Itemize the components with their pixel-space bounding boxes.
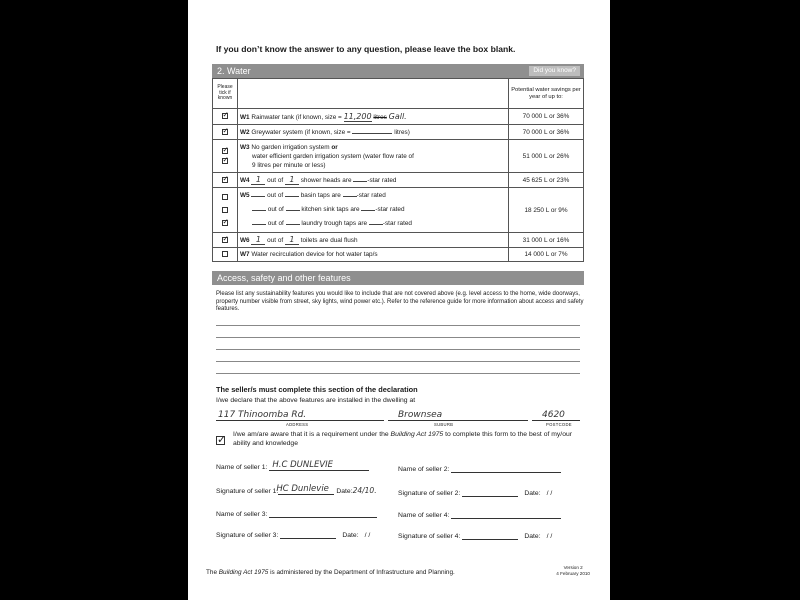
seller-1-signature-field[interactable] — [278, 484, 334, 495]
w5-laundry-star: -star rated — [382, 220, 412, 227]
suburb-field[interactable] — [388, 407, 528, 421]
w4-savings: 45 625 L or 23% — [509, 173, 584, 188]
awareness-statement — [233, 430, 583, 448]
access-section-header — [212, 271, 584, 285]
seller-4-name-label: Name of seller 4: — [398, 512, 450, 519]
declaration-title: The seller/s must complete this section of the declaration — [216, 385, 418, 394]
blank-header-cell — [238, 79, 509, 109]
w5-basin-out-of: out of — [267, 192, 284, 199]
water-section-header — [212, 64, 584, 78]
w4-checkbox[interactable] — [222, 177, 228, 183]
seller-1-name-value: H.C DUNLEVIE — [272, 460, 334, 470]
intro-instruction: If you don’t know the answer to any question, please leave the box blank. — [216, 44, 516, 54]
seller-3-signature-label: Signature of seller 3: — [216, 532, 279, 539]
w4-total-field[interactable]: 1 — [285, 175, 299, 185]
seller-2-name-field[interactable] — [451, 462, 561, 473]
access-notes-line-3[interactable] — [216, 349, 580, 350]
w5-basin-star-field[interactable] — [343, 196, 357, 197]
w5-laundry-text: laundry trough taps are — [301, 220, 368, 227]
w1-unit: litres — [373, 113, 387, 121]
w1-savings: 70 000 L or 36% — [509, 109, 584, 125]
suburb-caption: SUBURB — [434, 422, 454, 427]
postcode-value: 4620 — [542, 410, 565, 420]
w6-count-field[interactable]: 1 — [251, 235, 265, 245]
seller-4-date-label: Date: — [524, 533, 541, 540]
form-page — [188, 0, 610, 600]
seller-1-signature-value: HC Dunlevie — [276, 484, 329, 494]
w2-savings: 70 000 L or 36% — [509, 125, 584, 140]
w5-basin-checkbox[interactable] — [222, 194, 228, 200]
w5-basin-count-field[interactable] — [251, 196, 265, 197]
row-w1 — [213, 109, 584, 125]
w4-star-field[interactable] — [353, 181, 367, 182]
w6-checkbox[interactable] — [222, 237, 228, 243]
seller-1-name-label: Name of seller 1: — [216, 464, 268, 471]
seller-2-name-row — [398, 462, 561, 473]
w5-savings: 18 250 L or 9% — [509, 188, 584, 233]
address-field[interactable] — [216, 407, 384, 421]
w5-laundry-count-field[interactable] — [252, 224, 266, 225]
seller-3-date-label: Date: — [342, 532, 359, 539]
w3-code: W3 — [240, 143, 250, 151]
access-section-title: Access, safety and other features — [217, 273, 351, 283]
w4-count-field[interactable]: 1 — [251, 175, 265, 185]
seller-3-name-field[interactable] — [269, 507, 377, 518]
w6-text: toilets are dual flush — [300, 237, 358, 244]
w3-or: or — [331, 143, 338, 151]
w1-checkbox[interactable] — [222, 113, 228, 119]
w4-out-of: out of — [267, 177, 284, 184]
w2-text: Greywater system (if known, size = — [251, 128, 351, 136]
w5-laundry-total-field[interactable] — [286, 224, 300, 225]
w5-kitchen-checkbox[interactable] — [222, 207, 228, 213]
seller-2-date-field[interactable]: / / — [546, 490, 553, 497]
w2-code: W2 — [240, 128, 250, 136]
row-w4 — [213, 173, 584, 188]
footer-note — [206, 569, 455, 576]
seller-1-date-value[interactable]: 24/10. — [352, 486, 377, 495]
awareness-checkbox[interactable] — [216, 436, 225, 445]
w1-unit-note: Gall. — [388, 111, 407, 121]
seller-4-signature-field[interactable] — [462, 529, 518, 540]
postcode-field[interactable] — [532, 407, 580, 421]
w3-savings: 51 000 L or 26% — [509, 140, 584, 173]
seller-1-name-field[interactable] — [269, 460, 369, 471]
w6-savings: 31 000 L or 16% — [509, 233, 584, 248]
w5-laundry-checkbox[interactable] — [222, 220, 228, 226]
w5-kitchen-star: -star rated — [375, 206, 405, 213]
w5-laundry-out-of: out of — [267, 220, 284, 227]
w5-basin-total-field[interactable] — [285, 196, 299, 197]
w5-basin-text: basin taps are — [300, 192, 341, 199]
savings-column-header: Potential water savings per year of up to: — [509, 79, 584, 109]
seller-4-date-field[interactable]: / / — [546, 533, 553, 540]
w5-code: W5 — [240, 192, 250, 199]
w3-line1: No garden irrigation system — [251, 143, 330, 151]
w5-laundry-star-field[interactable] — [369, 224, 383, 225]
seller-3-date-field[interactable]: / / — [364, 532, 371, 539]
footer-text-b: is administered by the Department of Infrastructure and Planning. — [268, 569, 455, 576]
access-notes-line-1[interactable] — [216, 325, 580, 326]
seller-3-name-label: Name of seller 3: — [216, 511, 268, 518]
awareness-act: Building Act 1975 — [390, 431, 444, 438]
access-instructions: Please list any sustainability features you would like to include that are not covered above (e.g. level access to the home, wide doorways, property number visible from street, sky lights, wind power etc.). Refer to the reference guide for more information about access and safety features. — [216, 291, 584, 313]
version-info — [556, 565, 590, 577]
seller-4-name-row — [398, 508, 561, 519]
w2-checkbox[interactable] — [222, 129, 228, 135]
w6-total-field[interactable]: 1 — [285, 235, 299, 245]
water-table — [212, 78, 584, 262]
row-w3 — [213, 140, 584, 173]
water-table-header-row — [213, 79, 584, 109]
awareness-text-b: to complete this form to the best of my/our ability and knowledge — [233, 431, 573, 447]
w4-star-text: -star rated — [367, 177, 397, 184]
seller-2-signature-row — [398, 486, 552, 497]
row-w2 — [213, 125, 584, 140]
version-label: Version 2 — [563, 565, 583, 570]
row-w6 — [213, 233, 584, 248]
postcode-caption: POSTCODE — [546, 422, 572, 427]
w7-text: Water recirculation device for hot water tap/s — [251, 251, 378, 258]
w5-kitchen-out-of: out of — [267, 206, 284, 213]
version-date: 4 February 2010 — [556, 571, 590, 576]
w2-unit: litres) — [394, 128, 410, 136]
address-caption: ADDRESS — [286, 422, 309, 427]
w1-size-field[interactable]: 11,200 — [343, 111, 372, 121]
w5-kitchen-star-field[interactable] — [361, 210, 375, 211]
did-you-know-label: Did you know? — [529, 66, 580, 76]
seller-1-signature-row — [216, 484, 377, 495]
w5-kitchen-total-field[interactable] — [286, 210, 300, 211]
awareness-text-a: I/we am/are aware that it is a requirement under the — [233, 431, 391, 438]
seller-4-signature-label: Signature of seller 4: — [398, 533, 461, 540]
w4-text: shower heads are — [300, 177, 352, 184]
footer-text-a: The — [206, 569, 219, 576]
seller-3-signature-field[interactable] — [280, 528, 336, 539]
row-w7 — [213, 248, 584, 262]
w1-code: W1 — [240, 113, 250, 121]
seller-3-name-row — [216, 507, 377, 518]
suburb-value: Brownsea — [398, 410, 443, 420]
w3-line3: 9 litres per minute or less) — [252, 161, 326, 169]
w4-code: W4 — [240, 177, 250, 184]
seller-1-name-row — [216, 460, 369, 471]
declaration-text: I/we declare that the above features are installed in the dwelling at — [216, 397, 416, 404]
w6-code: W6 — [240, 237, 250, 244]
w7-checkbox[interactable] — [222, 251, 228, 257]
w3-no-irrigation-checkbox[interactable] — [222, 148, 228, 154]
address-value: 117 Thinoomba Rd. — [218, 410, 307, 420]
seller-1-signature-label: Signature of seller 1: — [216, 488, 279, 495]
w3-efficient-irrigation-checkbox[interactable] — [222, 158, 228, 164]
seller-3-signature-row — [216, 528, 370, 539]
seller-2-name-label: Name of seller 2: — [398, 466, 450, 473]
access-notes-line-2[interactable] — [216, 337, 580, 338]
access-notes-line-5[interactable] — [216, 373, 580, 374]
footer-act: Building Act 1975 — [218, 569, 269, 576]
w5-basin-star: -star rated — [356, 192, 386, 199]
seller-4-signature-row — [398, 529, 552, 540]
seller-2-signature-label: Signature of seller 2: — [398, 490, 461, 497]
seller-2-signature-field[interactable] — [462, 486, 518, 497]
access-notes-line-4[interactable] — [216, 361, 580, 362]
w2-size-field[interactable] — [352, 133, 392, 134]
w3-line2: water efficient garden irrigation system (water flow rate of — [252, 152, 414, 160]
w7-savings: 14 000 L or 7% — [509, 248, 584, 262]
water-section-title: 2. Water — [217, 66, 251, 76]
seller-2-date-label: Date: — [524, 490, 541, 497]
w7-code: W7 — [240, 251, 250, 258]
seller-1-date-label: Date: — [336, 488, 353, 495]
w5-kitchen-text: kitchen sink taps are — [301, 206, 360, 213]
w6-out-of: out of — [267, 237, 284, 244]
row-w5 — [213, 188, 584, 233]
seller-4-name-field[interactable] — [451, 508, 561, 519]
w1-text: Rainwater tank (if known, size = — [251, 113, 342, 121]
tick-column-header: Please tick if known — [213, 79, 238, 109]
w5-kitchen-count-field[interactable] — [252, 210, 266, 211]
